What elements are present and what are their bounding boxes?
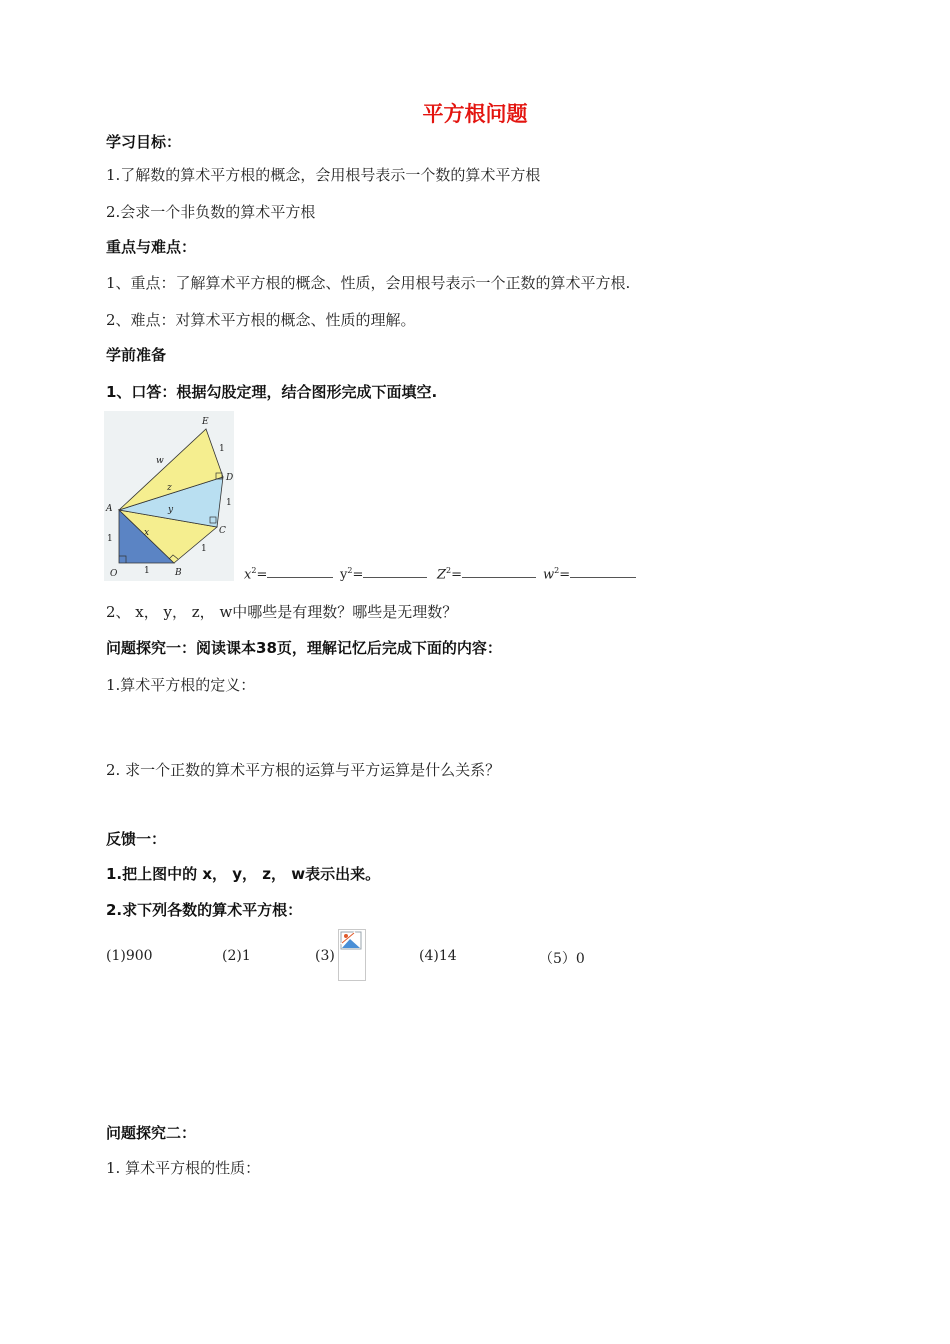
label-1-oa: 1 bbox=[107, 534, 113, 544]
explore2-heading: 问题探究二： bbox=[106, 1124, 197, 1142]
exponent: 2 bbox=[347, 566, 353, 575]
goal-item-2: 2.会求一个非负数的算术平方根 bbox=[106, 203, 316, 221]
broken-image-icon bbox=[338, 929, 366, 981]
exponent: 2 bbox=[251, 566, 257, 575]
label-c: C bbox=[219, 526, 226, 536]
var-y: y bbox=[340, 567, 348, 583]
preparation-question-1: 1、口答：根据勾股定理，结合图形完成下面填空. bbox=[106, 383, 438, 401]
label-e: E bbox=[202, 417, 209, 427]
exercise-5: （5）0 bbox=[539, 951, 585, 967]
label-b: B bbox=[175, 568, 182, 578]
exponent: 2 bbox=[446, 566, 452, 575]
explore1-heading: 问题探究一：阅读课本38页，理解记忆后完成下面的内容： bbox=[106, 639, 502, 657]
blank-x-squared[interactable] bbox=[244, 566, 333, 582]
label-w: w bbox=[156, 456, 164, 466]
pythagorean-spiral-figure bbox=[104, 411, 234, 581]
label-1-cd: 1 bbox=[226, 498, 232, 508]
feedback1-heading: 反馈一： bbox=[106, 830, 167, 848]
label-1-bc: 1 bbox=[201, 544, 207, 554]
equals-sign: = bbox=[256, 567, 268, 583]
exercise-2: (2)1 bbox=[222, 948, 251, 964]
label-d: D bbox=[226, 473, 234, 483]
equals-sign: = bbox=[352, 567, 364, 583]
var-z: Z bbox=[437, 567, 447, 583]
answer-line bbox=[363, 577, 427, 578]
feedback1-item-2: 2.求下列各数的算术平方根： bbox=[106, 901, 303, 919]
label-a: A bbox=[106, 504, 113, 514]
explore2-item-1: 1. 算术平方根的性质： bbox=[106, 1159, 261, 1177]
exercise-3: (3) bbox=[315, 948, 335, 964]
preparation-heading: 学前准备 bbox=[106, 346, 167, 364]
exponent: 2 bbox=[554, 566, 560, 575]
goals-heading: 学习目标： bbox=[106, 133, 182, 151]
label-y: y bbox=[168, 505, 174, 515]
preparation-question-2: 2、 x， y， z， w中哪些是有理数？哪些是无理数？ bbox=[106, 603, 458, 621]
feedback1-item-1: 1.把上图中的 x， y， z， w表示出来。 bbox=[106, 865, 381, 883]
key-points-heading: 重点与难点： bbox=[106, 238, 197, 256]
page-title: 平方根问题 bbox=[422, 102, 528, 126]
answer-line bbox=[267, 577, 333, 578]
var-x: x bbox=[244, 567, 252, 583]
equals-sign: = bbox=[451, 567, 463, 583]
key-point-2: 2、难点：对算术平方根的概念、性质的理解。 bbox=[106, 311, 416, 329]
answer-line bbox=[570, 577, 636, 578]
label-x: x bbox=[144, 528, 150, 538]
label-z: z bbox=[167, 483, 172, 493]
label-1-de: 1 bbox=[219, 444, 225, 454]
answer-line bbox=[462, 577, 536, 578]
explore1-item-2: 2. 求一个正数的算术平方根的运算与平方运算是什么关系？ bbox=[106, 761, 501, 779]
blank-y-squared[interactable] bbox=[340, 566, 427, 582]
equals-sign: = bbox=[559, 567, 571, 583]
label-o: O bbox=[110, 569, 118, 579]
exercise-4: (4)14 bbox=[419, 948, 457, 964]
goal-item-1: 1.了解数的算术平方根的概念，会用根号表示一个数的算术平方根 bbox=[106, 166, 541, 184]
exercise-1: (1)900 bbox=[106, 948, 153, 964]
label-1-ob: 1 bbox=[144, 566, 150, 576]
var-w: w bbox=[543, 567, 555, 583]
blank-w-squared[interactable] bbox=[543, 566, 636, 582]
explore1-item-1: 1.算术平方根的定义： bbox=[106, 676, 256, 694]
key-point-1: 1、重点：了解算术平方根的概念、性质，会用根号表示一个正数的算术平方根. bbox=[106, 274, 631, 292]
blank-z-squared[interactable] bbox=[437, 566, 536, 582]
